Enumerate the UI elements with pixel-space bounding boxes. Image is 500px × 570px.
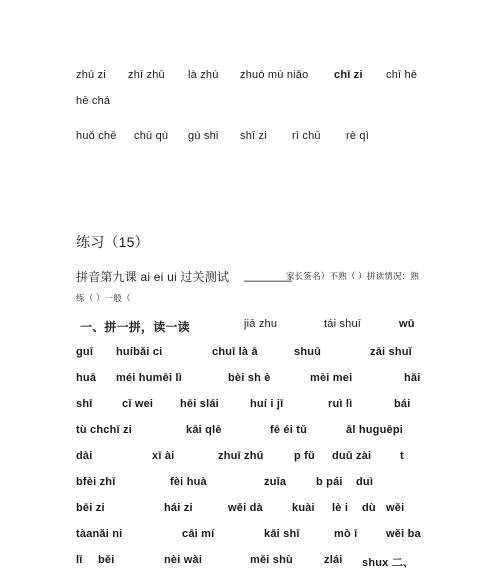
exercise-title: 练习（15） bbox=[76, 234, 149, 250]
test-header-main: 拼音第九课 ai ei ui 过关测试 bbox=[76, 270, 230, 284]
pinyin-word: mèi mei bbox=[310, 372, 353, 384]
pinyin-word: zuǐa bbox=[264, 476, 287, 488]
pinyin-word: bèi sh è bbox=[228, 372, 271, 384]
pinyin-word: mò ī bbox=[334, 528, 358, 540]
pinyin-word: guī bbox=[76, 346, 94, 358]
pinyin-word: lī bbox=[76, 554, 83, 566]
test-header-tail: 家长签名）不熟（ ）拼读情况：熟 bbox=[286, 271, 420, 281]
pinyin-word: rì chū bbox=[292, 130, 321, 142]
pinyin-word: kāi qlē bbox=[186, 424, 222, 436]
pinyin-word: wěi ba bbox=[386, 528, 421, 540]
pinyin-word: shī bbox=[76, 398, 93, 410]
pinyin-word: fèi huà bbox=[170, 476, 207, 488]
pinyin-word: shuū bbox=[294, 346, 322, 358]
pinyin-word: fē éi tǔ bbox=[270, 424, 308, 436]
pinyin-word: gù shi bbox=[188, 130, 219, 142]
pinyin-word: duǔ zài bbox=[332, 450, 372, 462]
pinyin-word: bfèi zhī bbox=[76, 476, 116, 488]
pinyin-word: huí i jī bbox=[250, 398, 284, 410]
pinyin-word: zhī zhū bbox=[128, 69, 165, 81]
pinyin-word: chī hē bbox=[386, 69, 418, 81]
pinyin-word: là zhú bbox=[188, 69, 219, 81]
pinyin-word: zhuó mù niǎo bbox=[240, 69, 309, 81]
pinyin-word: lè i bbox=[332, 502, 349, 514]
pinyin-word: cǐ wei bbox=[122, 398, 154, 410]
pinyin-word: shux 二、 bbox=[362, 557, 415, 569]
section-1-heading: 一、拼一拼，读一读 bbox=[80, 320, 190, 334]
pinyin-word: chuī là ā bbox=[212, 346, 258, 358]
pinyin-word: jiā zhu bbox=[244, 318, 278, 330]
pinyin-word: hǎi bbox=[404, 372, 421, 384]
pinyin-word: b pái bbox=[316, 476, 343, 488]
pinyin-word: hē chá bbox=[76, 95, 111, 107]
pinyin-word: rè qì bbox=[346, 130, 370, 142]
pinyin-word: t bbox=[400, 450, 404, 462]
pinyin-word: zhú zi bbox=[76, 69, 106, 81]
pinyin-word: ruì lì bbox=[328, 398, 353, 410]
pinyin-word: cāi mí bbox=[182, 528, 215, 540]
pinyin-word: duì bbox=[356, 476, 374, 488]
pinyin-word: měi shù bbox=[250, 554, 293, 566]
pinyin-word: méi humēi lì bbox=[116, 372, 182, 384]
pinyin-word: huǒ chē bbox=[76, 130, 117, 142]
pinyin-word: bái bbox=[394, 398, 411, 410]
pinyin-word: chī zi bbox=[334, 69, 363, 81]
pinyin-word: p fǔ bbox=[294, 450, 315, 462]
pinyin-word: hái zi bbox=[164, 502, 193, 514]
pinyin-word: chū qù bbox=[134, 130, 169, 142]
pinyin-word: huā bbox=[76, 372, 97, 384]
pinyin-word: dài bbox=[76, 450, 93, 462]
pinyin-word: huíbǎi ci bbox=[116, 346, 163, 358]
pinyin-word: hēi slái bbox=[180, 398, 219, 410]
pinyin-word: kuài bbox=[292, 502, 315, 514]
pinyin-word: tàanǎi ni bbox=[76, 528, 123, 540]
pinyin-word: bēi zi bbox=[76, 502, 105, 514]
pinyin-word: nèi wài bbox=[164, 554, 203, 566]
pinyin-word: zlái bbox=[324, 554, 343, 566]
pinyin-word: tù chchī zi bbox=[76, 424, 132, 436]
pinyin-word: wū bbox=[399, 318, 415, 330]
pinyin-word: zhuī zhú bbox=[218, 450, 264, 462]
pinyin-word: zāi shuǐ bbox=[370, 346, 412, 358]
pinyin-word: kāi shī bbox=[264, 528, 300, 540]
pinyin-word: běi bbox=[98, 554, 115, 566]
signature-blank: _______ bbox=[244, 268, 293, 282]
pinyin-word: wěi bbox=[386, 502, 405, 514]
pinyin-word: shī zi bbox=[240, 130, 267, 142]
pinyin-word: dù bbox=[362, 502, 376, 514]
pinyin-word: xī ài bbox=[152, 450, 175, 462]
pinyin-word: āl huguēpi bbox=[346, 424, 403, 436]
pinyin-word: wěi dà bbox=[228, 502, 263, 514]
pinyin-word: tái shuī bbox=[324, 318, 362, 330]
test-header-line2: 练（ ）一般（ bbox=[76, 293, 131, 303]
